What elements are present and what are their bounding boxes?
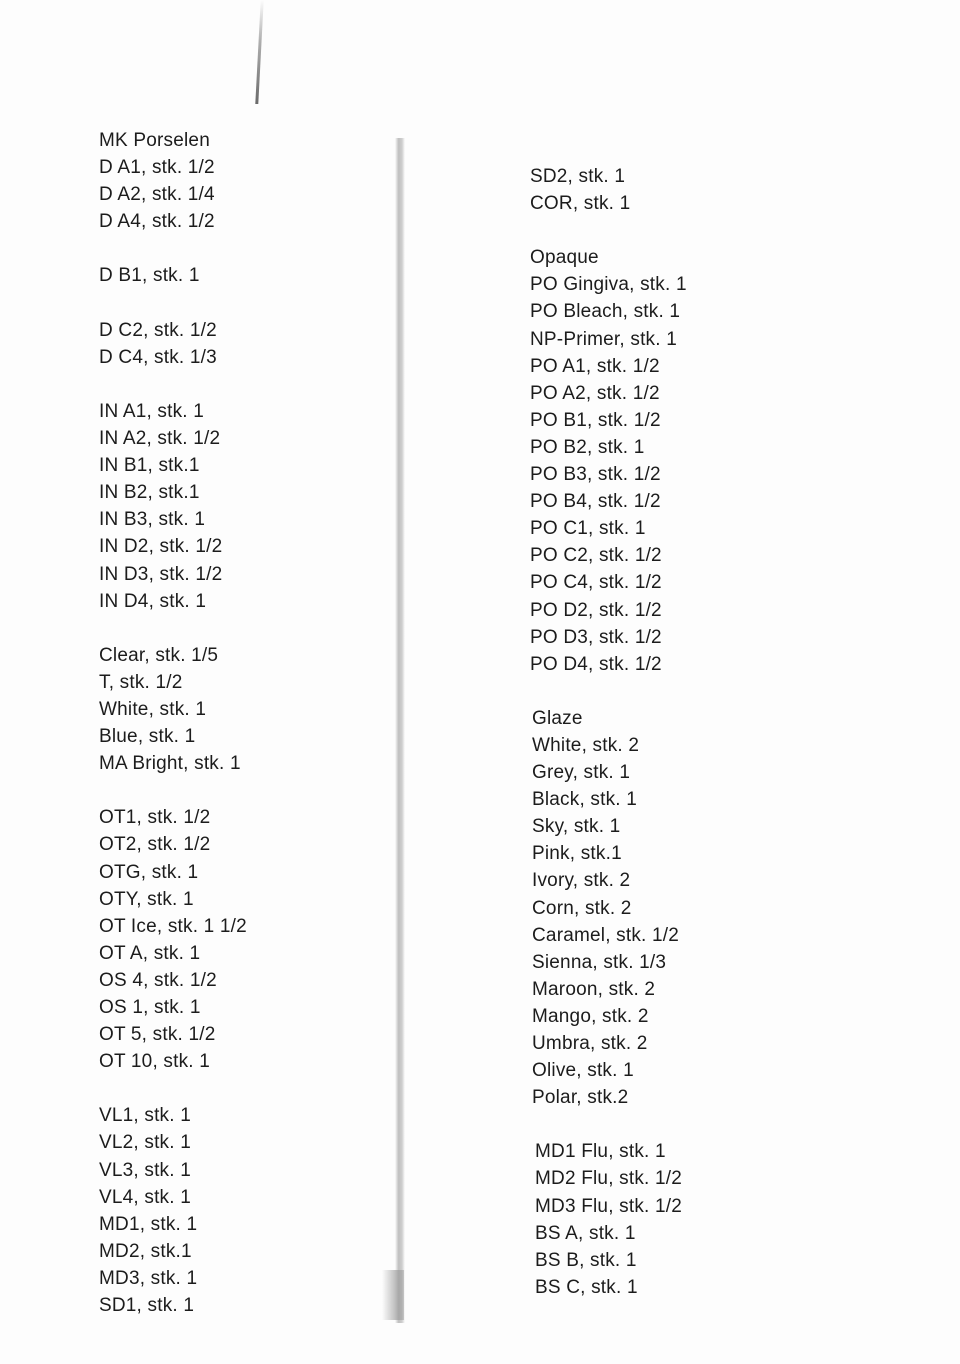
item-group (99, 1102, 389, 1319)
list-item: PO D2, stk. 1/2 (530, 599, 662, 621)
list-item: D A2, stk. 1/4 (99, 184, 215, 206)
list-item: MD2, stk.1 (99, 1240, 192, 1262)
list-item: Black, stk. 1 (532, 789, 638, 811)
list-item: OT A, stk. 1 (99, 942, 201, 964)
list-item: IN D2, stk. 1/2 (99, 536, 223, 558)
list-item: PO C2, stk. 1/2 (530, 545, 662, 567)
list-item: OS 4, stk. 1/2 (99, 969, 217, 991)
list-item: D C4, stk. 1/3 (99, 346, 217, 368)
list-item: Grey, stk. 1 (532, 762, 631, 784)
list-item: SD2, stk. 1 (530, 166, 626, 187)
list-item: SD1, stk. 1 (99, 1295, 195, 1317)
list-item: VL2, stk. 1 (99, 1132, 191, 1154)
item-group (530, 163, 830, 217)
list-item: VL4, stk. 1 (99, 1186, 191, 1208)
list-item: VL3, stk. 1 (99, 1159, 191, 1181)
list-item: OT2, stk. 1/2 (99, 834, 211, 856)
item-group (99, 804, 389, 1075)
list-item: D A1, stk. 1/2 (99, 157, 215, 179)
list-item: Caramel, stk. 1/2 (532, 924, 680, 946)
list-item: PO B3, stk. 1/2 (530, 464, 661, 486)
list-item: Sienna, stk. 1/3 (532, 951, 667, 973)
list-item: Clear, stk. 1/5 (99, 644, 219, 666)
list-item: BS A, stk. 1 (535, 1222, 636, 1244)
list-item: White, stk. 2 (532, 734, 640, 756)
item-group (530, 244, 830, 678)
list-item: Mango, stk. 2 (532, 1005, 649, 1027)
list-item: OTY, stk. 1 (99, 888, 194, 910)
list-item: PO A1, stk. 1/2 (530, 355, 660, 377)
list-item: PO B4, stk. 1/2 (530, 491, 661, 513)
list-item: Ivory, stk. 2 (532, 870, 631, 892)
list-item: BS B, stk. 1 (535, 1249, 637, 1271)
list-item: COR, stk. 1 (530, 193, 631, 215)
list-item: MA Bright, stk. 1 (99, 753, 241, 775)
list-item: Blue, stk. 1 (99, 726, 196, 748)
left-column-list (99, 127, 389, 1319)
list-item: OT 10, stk. 1 (99, 1051, 211, 1073)
item-group (530, 1138, 830, 1301)
list-item: T, stk. 1/2 (99, 671, 183, 693)
list-item: IN B1, stk.1 (99, 455, 200, 477)
list-item: Maroon, stk. 2 (532, 978, 656, 1000)
item-group (530, 705, 830, 1111)
scan-fold-line-top (255, 0, 263, 104)
list-item: MD1, stk. 1 (99, 1213, 198, 1235)
list-item: PO C1, stk. 1 (530, 518, 646, 540)
list-item: Glaze (532, 707, 583, 729)
list-item: Sky, stk. 1 (532, 816, 621, 838)
list-item: IN D4, stk. 1 (99, 590, 207, 612)
list-item: Olive, stk. 1 (532, 1060, 634, 1082)
list-item: PO C4, stk. 1/2 (530, 572, 662, 594)
list-item: IN B2, stk.1 (99, 482, 200, 504)
item-group (99, 127, 389, 235)
list-item: VL1, stk. 1 (99, 1105, 191, 1127)
list-item: IN B3, stk. 1 (99, 509, 206, 531)
list-item: BS C, stk. 1 (535, 1276, 638, 1298)
item-group (99, 317, 389, 371)
list-item: OT 5, stk. 1/2 (99, 1024, 216, 1046)
list-item: PO Gingiva, stk. 1 (530, 274, 687, 296)
list-item: MD3 Flu, stk. 1/2 (535, 1195, 682, 1217)
list-item: Corn, stk. 2 (532, 897, 632, 919)
list-item: PO B1, stk. 1/2 (530, 409, 661, 431)
list-item: NP-Primer, stk. 1 (530, 328, 677, 350)
list-item: PO A2, stk. 1/2 (530, 382, 660, 404)
list-item: MK Porselen (99, 130, 210, 151)
list-item: IN A1, stk. 1 (99, 400, 205, 422)
list-item: OT1, stk. 1/2 (99, 807, 211, 829)
list-item: Umbra, stk. 2 (532, 1033, 648, 1054)
list-item: MD1 Flu, stk. 1 (535, 1141, 666, 1163)
right-column-list (530, 163, 830, 1301)
list-item: MD3, stk. 1 (99, 1267, 198, 1289)
list-item: PO Bleach, stk. 1 (530, 301, 681, 323)
item-group (99, 642, 389, 777)
list-item: Pink, stk.1 (532, 843, 622, 865)
list-item: PO D4, stk. 1/2 (530, 653, 662, 675)
list-item: Opaque (530, 247, 599, 269)
list-item: OTG, stk. 1 (99, 861, 199, 883)
list-item: D C2, stk. 1/2 (99, 319, 217, 341)
list-item: IN D3, stk. 1/2 (99, 563, 223, 585)
list-item: OS 1, stk. 1 (99, 997, 201, 1018)
list-item: D A4, stk. 1/2 (99, 211, 215, 233)
scan-fold-line-center (395, 138, 405, 1323)
list-item: OT Ice, stk. 1 1/2 (99, 915, 247, 937)
list-item: Polar, stk.2 (532, 1087, 629, 1109)
list-item: D B1, stk. 1 (99, 265, 200, 287)
list-item: PO D3, stk. 1/2 (530, 626, 662, 648)
list-item: MD2 Flu, stk. 1/2 (535, 1168, 682, 1190)
list-item: IN A2, stk. 1/2 (99, 428, 221, 450)
item-group (99, 262, 389, 289)
item-group (99, 398, 389, 615)
list-item: PO B2, stk. 1 (530, 436, 645, 458)
list-item: White, stk. 1 (99, 698, 207, 720)
